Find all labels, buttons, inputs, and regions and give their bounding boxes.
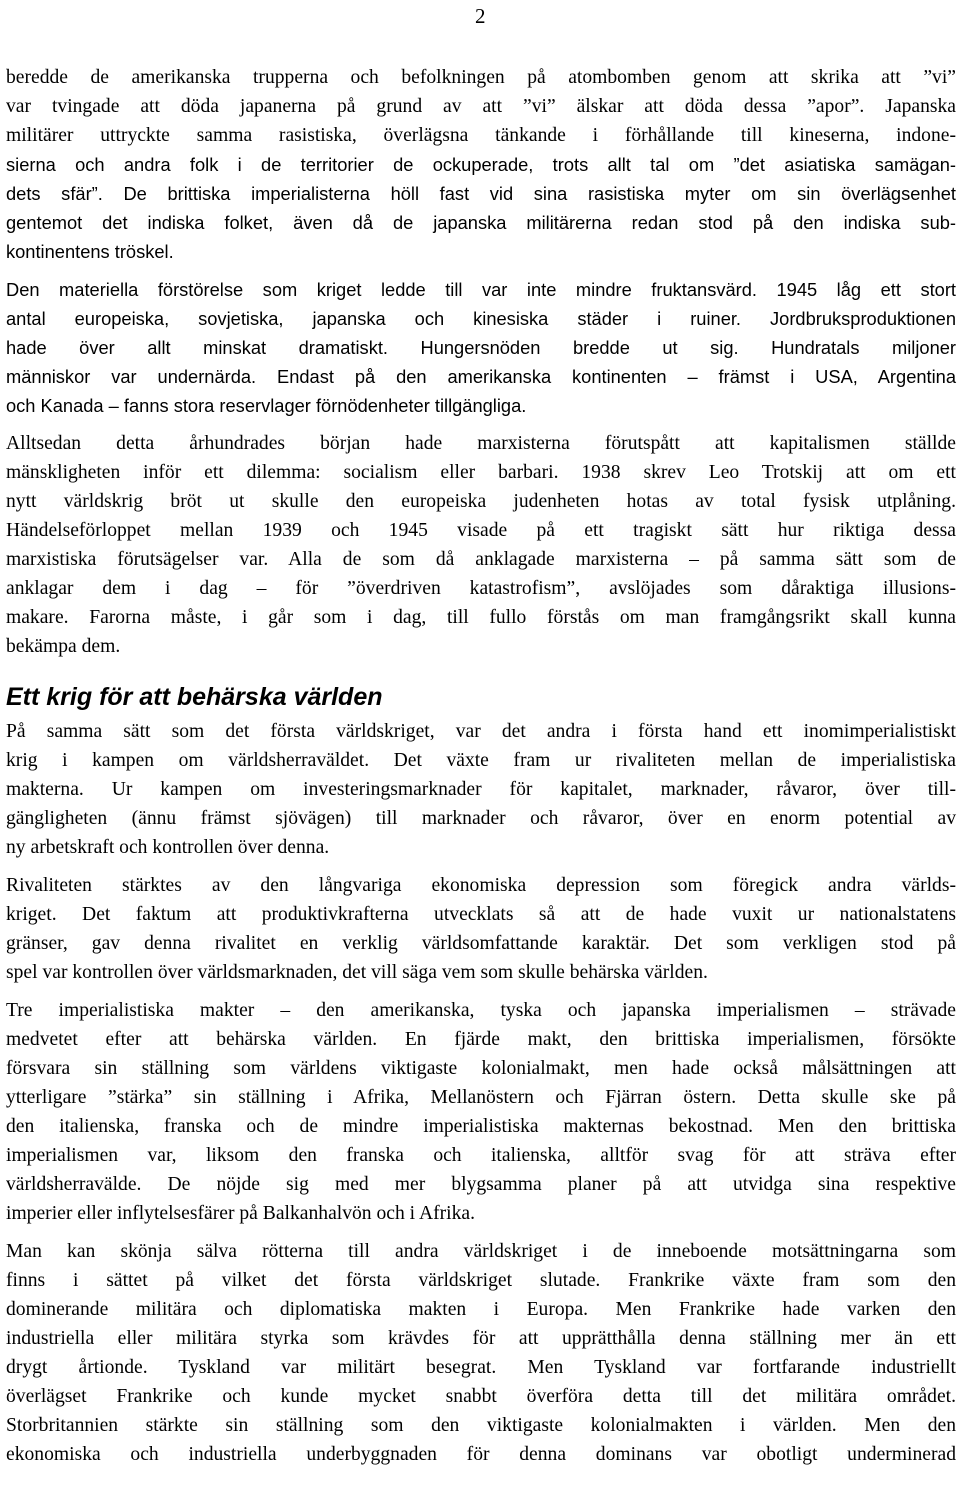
text-line: överlägset Frankrike och kunde mycket snabbt överföra detta till det militära området. (6, 1386, 956, 1407)
text-line: drygt årtionde. Tyskland var militärt besegrat. Men Tyskland var fortfarande industriellt (6, 1357, 956, 1378)
text-line: beredde de amerikanska trupperna och befolkningen på atombomben genom att skrika att ”vi” (6, 67, 956, 88)
text-line: gentemot det indiska folket, även då de japanska militärerna redan stod på den indiska sub- (6, 212, 956, 233)
text-line: gängligheten (ännu främst sjövägen) till marknader och råvaror, över en enorm potential av (6, 808, 956, 829)
text-line: dets sfär”. De brittiska imperialisterna höll fast vid sina rasistiska myter om sin överlägsenhet (6, 183, 956, 204)
text-line: industriella eller militära styrka som krävdes för att upprätthålla denna ställning mer än ett (6, 1328, 956, 1349)
text-line: försvara sin ställning som världens viktigaste kolonialmakt, men hade också målsättningen att (6, 1058, 956, 1079)
paragraph-marxists (6, 429, 956, 661)
text-line: Tre imperialistiska makter – den amerikanska, tyska och japanska imperialismen – strävade (6, 1000, 956, 1021)
text-line: imperialismen var, liksom den franska och italienska, alltför svag för att sträva efter (6, 1145, 956, 1166)
paragraph-interimperialist-war (6, 717, 956, 862)
text-line: anklagar dem i dag – för ”överdriven katastrofism”, avslöjades som dåraktiga illusions- (6, 578, 956, 599)
text-line: antal europeiska, sovjetiska, japanska och kinesiska städer i ruiner. Jordbruksproduktionen (6, 308, 956, 329)
text-line: finns i sättet på vilket det första världskriget slutade. Frankrike växte fram som den (6, 1270, 956, 1291)
text-line: ny arbetskraft och kontrollen över denna. (6, 837, 330, 858)
text-line: militärer uttryckte samma rasistiska, överlägsna tänkande i förhållande till kineserna, indone- (6, 125, 956, 146)
text-line: Storbritannien stärkte sin ställning som den viktigaste kolonialmakten i världen. Men den (6, 1415, 956, 1436)
text-line: Alltsedan detta århundrades början hade marxisterna förutspått att kapitalismen ställde (6, 433, 956, 454)
text-line: nytt världskrig bröt ut skulle den europeiska judenheten hotas av total fysisk utplåning. (6, 491, 956, 512)
text-line: bekämpa dem. (6, 636, 121, 657)
paragraph-atomic-bomb (6, 63, 956, 266)
text-line: Rivaliteten stärktes av den långvariga ekonomiska depression som föregick andra världs- (6, 875, 956, 896)
text-line: På samma sätt som det första världskriget, var det andra i första hand ett inomimperialistiskt (6, 721, 956, 742)
text-line: var tvingade att döda japanerna på grund av att ”vi” älskar att döda dessa ”apor”. Japanska (6, 96, 956, 117)
text-line: mänskligheten inför ett dilemma: socialism eller barbari. 1938 skrev Leo Trotskij att om ett (6, 462, 956, 483)
text-line: medvetet efter att behärska världen. En fjärde makt, den brittiska imperialismen, försökte (6, 1029, 956, 1050)
section-heading: Ett krig för att behärska världen (6, 683, 383, 711)
text-line: och Kanada – fanns stora reservlager förnödenheter tillgängliga. (6, 395, 527, 416)
text-line: den italienska, franska och de mindre imperialistiska makternas bekostnad. Men den brittiska (6, 1116, 956, 1137)
text-line: kontinentens tröskel. (6, 241, 174, 262)
document-body (6, 63, 956, 1469)
text-line: ytterligare ”stärka” sin ställning i Afrika, Mellanöstern och Fjärran östern. Detta skulle ske på (6, 1087, 956, 1108)
paragraph-destruction (6, 275, 956, 420)
text-line: Den materiella förstörelse som kriget ledde till var inte mindre fruktansvärd. 1945 låg ett stort (6, 279, 956, 300)
text-line: hade över allt minskat dramatiskt. Hungersnöden bredde ut sig. Hundratals miljoner (6, 337, 956, 358)
text-line: marxistiska förutsägelser var. Alla de som då anklagade marxisterna – på samma sätt som de (6, 549, 956, 570)
text-line: Händelseförloppet mellan 1939 och 1945 visade på ett tragiskt sätt hur riktiga dessa (6, 520, 956, 541)
text-line: Man kan skönja sälva rötterna till andra världskriget i de inneboende motsättningarna som (6, 1241, 956, 1262)
text-line: ekonomiska och industriella underbyggnaden för denna dominans var obotligt underminerad (6, 1444, 956, 1465)
text-line: imperier eller inflytelsesfärer på Balkanhalvön och i Afrika. (6, 1203, 475, 1224)
paragraph-rivalry (6, 871, 956, 987)
text-line: världsherravälde. De nöjde sig med mer blygsamma planer på att utvidga sina respektive (6, 1174, 956, 1195)
paragraph-three-powers (6, 996, 956, 1228)
page-number: 2 (475, 4, 486, 28)
text-line: spel var kontrollen över världsmarknaden, det vill säga vem som skulle behärska världen. (6, 962, 708, 983)
text-line: människor var undernärda. Endast på den amerikanska kontinenten – främst i USA, Argentina (6, 366, 956, 387)
text-line: makare. Farorna måste, i går som i dag, till fullo förstås om man framgångsrikt skall kunna (6, 607, 956, 628)
paragraph-roots (6, 1237, 956, 1469)
text-line: makterna. Ur kampen om investeringsmarknader för kapitalet, marknader, råvaror, över till- (6, 779, 956, 800)
text-line: kriget. Det faktum att produktivkrafterna utvecklats så att de hade vuxit ur nationalstatens (6, 904, 956, 925)
text-line: dominerande militära och diplomatiska makten i Europa. Men Frankrike hade varken den (6, 1299, 956, 1320)
text-line: krig i kampen om världsherraväldet. Det växte fram ur rivaliteten mellan de imperialistiska (6, 750, 956, 771)
text-line: gränser, gav denna rivalitet en verklig världsomfattande karaktär. Det som verkligen stod på (6, 933, 956, 954)
text-line: sierna och andra folk i de territorier de ockuperade, trots allt tal om ”det asiatiska samägan- (6, 154, 956, 175)
